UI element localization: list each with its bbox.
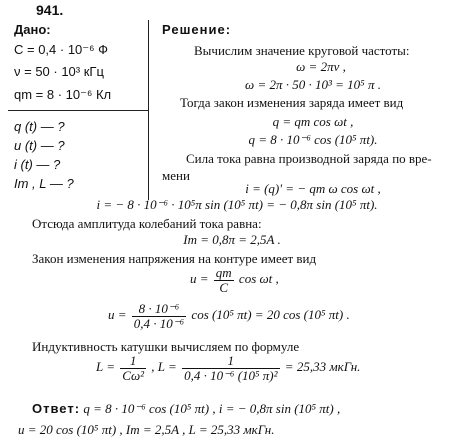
- solution-text-frequency: Вычислим значение круговой частоты:: [194, 43, 410, 58]
- solution-text-voltage-law: Закон изменения напряжения на контуре имеет вид: [32, 251, 317, 266]
- find-charge: q (t) — ?: [14, 119, 65, 134]
- formula-voltage-general-den: C: [219, 279, 229, 295]
- given-frequency: ν = 50 · 10³ кГц: [14, 64, 104, 79]
- given-capacitance: C = 0,4 · 10⁻⁶ Ф: [14, 42, 108, 57]
- solution-text-charge-law: Тогда закон изменения заряда имеет вид: [180, 95, 404, 110]
- formula-voltage-numeric-lhs: u =: [108, 307, 127, 322]
- formula-voltage-general-rhs: cos ωt ,: [238, 271, 279, 286]
- given-vertical-divider: [148, 20, 149, 200]
- given-charge-amplitude: qm = 8 · 10⁻⁶ Кл: [14, 87, 112, 102]
- solution-text-current-a: Сила тока равна производной заряда по вре-: [186, 151, 432, 166]
- find-current: i (t) — ?: [14, 157, 61, 172]
- formula-current-general: i = (q)' = − qm ω cos ωt ,: [245, 181, 381, 196]
- formula-current-amplitude: Im = 0,8π = 2,5A .: [183, 232, 281, 247]
- formula-omega-value: ω = 2π · 50 · 10³ = 10⁵ π .: [245, 77, 381, 92]
- solution-text-inductance: Индуктивность катушки вычисляем по формуле: [32, 339, 300, 354]
- solution-text-amplitude: Отсюда амплитуда колебаний тока равна:: [32, 216, 262, 231]
- answer-line-1: [32, 401, 340, 416]
- find-voltage: u (t) — ?: [14, 138, 65, 153]
- formula-inductance-lhs: L =: [96, 359, 116, 374]
- given-label: Дано:: [14, 22, 51, 37]
- formula-voltage-numeric: [108, 300, 350, 331]
- answer-label: Ответ:: [32, 401, 81, 416]
- formula-inductance-fraction: [120, 354, 146, 383]
- formula-voltage-general: [190, 264, 279, 295]
- find-amplitude-inductance: Im , L — ?: [14, 176, 74, 191]
- formula-inductance-rhs: = 25,33 мкГн.: [284, 359, 361, 374]
- formula-inductance-num2: 1: [182, 354, 279, 369]
- given-divider: [8, 110, 148, 111]
- problem-number: 941.: [36, 2, 64, 18]
- formula-inductance-num: 1: [120, 354, 146, 369]
- formula-current-numeric: i = − 8 · 10⁻⁶ · 10⁵π sin (10⁵ πt) = − 0,8π sin (10⁵ πt).: [96, 197, 378, 212]
- formula-charge-general: q = qm cos ωt ,: [272, 114, 354, 129]
- formula-inductance-den: Cω²: [122, 367, 145, 383]
- formula-voltage-numeric-num: 8 · 10⁻⁶: [132, 302, 186, 317]
- formula-voltage-numeric-rhs: cos (10⁵ πt) = 20 cos (10⁵ πt) .: [191, 307, 350, 322]
- formula-inductance-den2: 0,4 · 10⁻⁶ (10⁵ π)²: [184, 367, 278, 383]
- formula-charge-numeric: q = 8 · 10⁻⁶ cos (10⁵ πt).: [248, 132, 378, 147]
- formula-voltage-general-fraction: [214, 266, 234, 295]
- answer-line-2: u = 20 cos (10⁵ πt) , Im = 2,5A , L = 25,33 мкГн.: [18, 422, 275, 437]
- formula-inductance-mid: , L =: [151, 359, 177, 374]
- formula-voltage-numeric-fraction: [132, 302, 186, 331]
- answer-text-1: q = 8 · 10⁻⁶ cos (10⁵ πt) , i = − 0,8π sin (10⁵ πt) ,: [83, 401, 341, 416]
- formula-voltage-general-num: qm: [215, 264, 232, 280]
- solution-text-current-b: мени: [162, 168, 190, 183]
- solution-label: Решение:: [162, 22, 232, 37]
- formula-omega-def: ω = 2πν ,: [296, 59, 346, 74]
- formula-voltage-general-lhs: u =: [190, 271, 209, 286]
- formula-voltage-numeric-den: 0,4 · 10⁻⁶: [133, 315, 185, 331]
- formula-inductance-fraction-numeric: [182, 354, 279, 383]
- formula-inductance: [96, 352, 360, 383]
